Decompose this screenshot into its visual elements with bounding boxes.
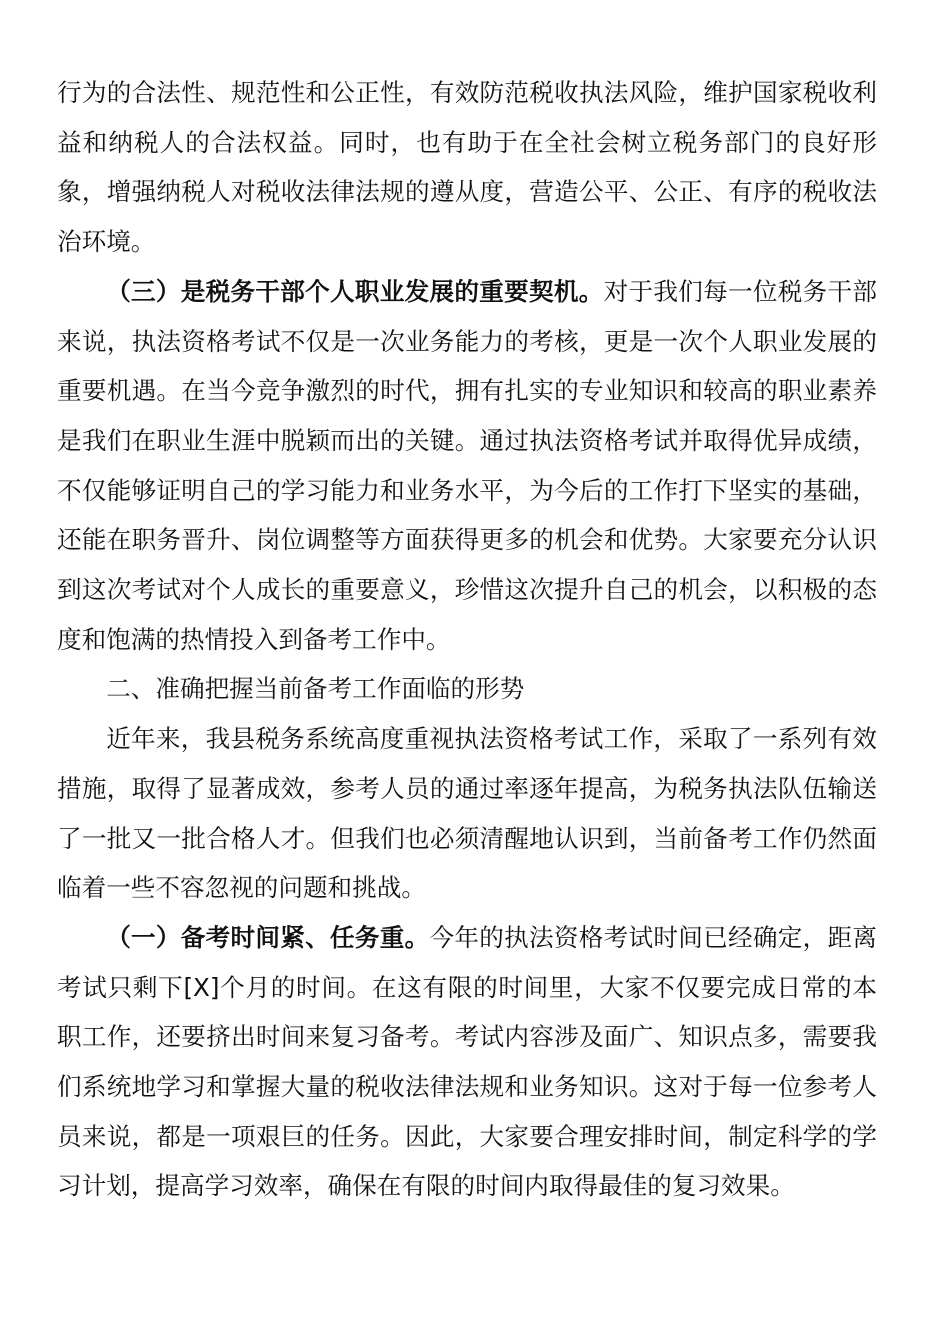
paragraph-continuation — [57, 68, 877, 267]
section-heading-one: （一）备考时间紧、任务重。 — [106, 922, 430, 952]
paragraph-section-one — [57, 913, 877, 1211]
section-heading-three: （三）是税务干部个人职业发展的重要契机。 — [106, 276, 604, 306]
paragraph-text: 今年的执法资格考试时间已经确定，距离考试只剩下[X]个月的时间。在这有限的时间里，大家不仅要完成日常的本职工作，还要挤出时间来复习备考。考试内容涉及面广、知识点多，需要我们系统地学习和掌握大量的税收法律法规和业务知识。这对于每一位参考人员来说，都是一项艰巨的任务。因此，大家要合理安排时间，制定科学的学习计划，提高学习效率，确保在有限的时间内取得最佳的复习效果。 — [57, 922, 877, 1201]
paragraph-text: 行为的合法性、规范性和公正性，有效防范税收执法风险，维护国家税收利益和纳税人的合法权益。同时，也有助于在全社会树立税务部门的良好形象，增强纳税人对税收法律法规的遵从度，营造公平、公正、有序的税收法治环境。 — [57, 78, 877, 257]
document-page — [57, 68, 877, 1211]
paragraph-situation — [57, 714, 877, 913]
chapter-heading-text: 二、准确把握当前备考工作面临的形势 — [106, 674, 525, 704]
chapter-heading-two — [57, 664, 877, 714]
paragraph-text: 对于我们每一位税务干部来说，执法资格考试不仅是一次业务能力的考核，更是一次个人职业发展的重要机遇。在当今竞争激烈的时代，拥有扎实的专业知识和较高的职业素养是我们在职业生涯中脱颖而出的关键。通过执法资格考试并取得优异成绩，不仅能够证明自己的学习能力和业务水平，为今后的工作打下坚实的基础，还能在职务晋升、岗位调整等方面获得更多的机会和优势。大家要充分认识到这次考试对个人成长的重要意义，珍惜这次提升自己的机会，以积极的态度和饱满的热情投入到备考工作中。 — [57, 276, 877, 654]
paragraph-text: 近年来，我县税务系统高度重视执法资格考试工作，采取了一系列有效措施，取得了显著成效，参考人员的通过率逐年提高，为税务执法队伍输送了一批又一批合格人才。但我们也必须清醒地认识到，当前备考工作仍然面临着一些不容忽视的问题和挑战。 — [57, 724, 877, 903]
paragraph-section-three — [57, 267, 877, 665]
